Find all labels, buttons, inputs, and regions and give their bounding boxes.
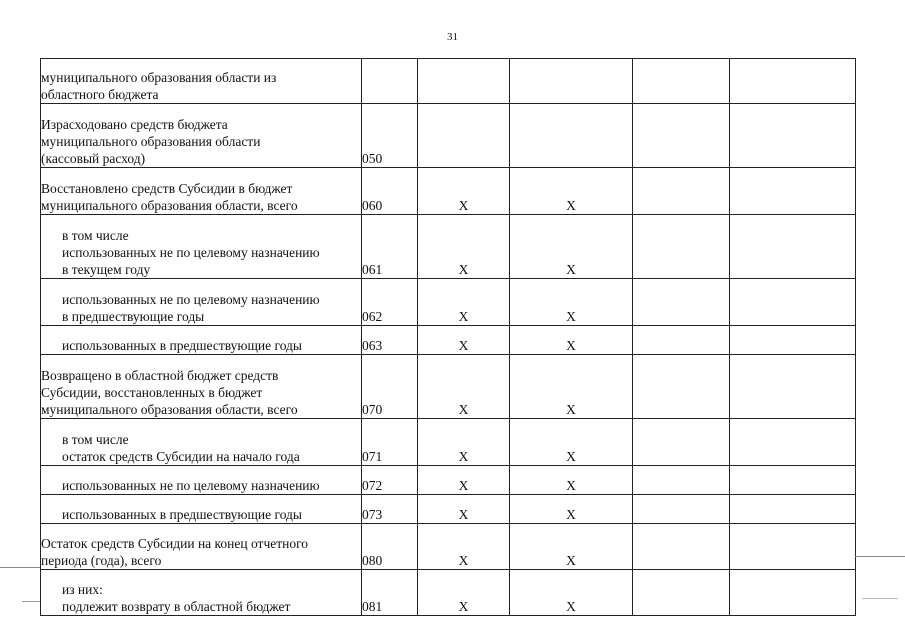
table-row bbox=[41, 355, 856, 419]
value-cell: X bbox=[418, 466, 510, 495]
empty-cell bbox=[730, 104, 856, 168]
row-name-line: в предшествующие годы bbox=[62, 309, 205, 324]
row-name-cell bbox=[41, 326, 362, 355]
value-cell bbox=[418, 59, 510, 104]
value-cell: X bbox=[418, 495, 510, 524]
empty-cell bbox=[633, 355, 730, 419]
row-name-cell bbox=[41, 168, 362, 215]
table-row bbox=[41, 279, 856, 326]
row-code-cell: 060 bbox=[362, 168, 418, 215]
empty-cell bbox=[730, 215, 856, 279]
value-cell: X bbox=[418, 524, 510, 570]
row-name-line: периода (года), всего bbox=[41, 553, 162, 568]
empty-cell bbox=[633, 466, 730, 495]
empty-cell bbox=[730, 419, 856, 466]
row-code-cell: 080 bbox=[362, 524, 418, 570]
value-cell: X bbox=[510, 419, 633, 466]
value-cell: X bbox=[418, 168, 510, 215]
row-name-line: использованных не по целевому назначению bbox=[62, 478, 320, 493]
value-cell: X bbox=[418, 355, 510, 419]
row-code-cell bbox=[362, 59, 418, 104]
row-name-line: в том числе bbox=[62, 432, 129, 447]
row-name-cell bbox=[41, 524, 362, 570]
row-name-line: муниципального образования области из bbox=[41, 70, 277, 85]
row-code-cell: 081 bbox=[362, 570, 418, 616]
row-name-line: использованных не по целевому назначению bbox=[62, 245, 320, 260]
scan-artifact-line bbox=[855, 556, 905, 557]
value-cell: X bbox=[510, 326, 633, 355]
value-cell: X bbox=[418, 570, 510, 616]
row-name-line: Израсходовано средств бюджета bbox=[41, 117, 228, 132]
row-name-line: Восстановлено средств Субсидии в бюджет bbox=[41, 181, 293, 196]
row-name-line: из них: bbox=[62, 582, 103, 597]
value-cell bbox=[418, 104, 510, 168]
row-name-cell bbox=[41, 279, 362, 326]
row-name-line: использованных не по целевому назначению bbox=[62, 292, 320, 307]
empty-cell bbox=[730, 168, 856, 215]
row-code-cell: 063 bbox=[362, 326, 418, 355]
row-name-line: муниципального образования области, всего bbox=[41, 402, 298, 417]
empty-cell bbox=[633, 326, 730, 355]
value-cell bbox=[510, 104, 633, 168]
empty-cell bbox=[730, 570, 856, 616]
report-table bbox=[40, 58, 856, 616]
row-name-line: Остаток средств Субсидии на конец отчетного bbox=[41, 536, 309, 551]
empty-cell bbox=[730, 466, 856, 495]
row-code-cell: 071 bbox=[362, 419, 418, 466]
empty-cell bbox=[633, 215, 730, 279]
row-name-cell bbox=[41, 495, 362, 524]
row-name-cell bbox=[41, 570, 362, 616]
empty-cell bbox=[633, 419, 730, 466]
row-name-line: Возвращено в областной бюджет средств bbox=[41, 368, 279, 383]
empty-cell bbox=[730, 495, 856, 524]
row-name-line: использованных в предшествующие годы bbox=[62, 507, 303, 522]
value-cell: X bbox=[510, 524, 633, 570]
row-name-line: Субсидии, восстановленных в бюджет bbox=[41, 385, 263, 400]
scan-artifact-line bbox=[22, 601, 40, 602]
empty-cell bbox=[633, 279, 730, 326]
table-row bbox=[41, 59, 856, 104]
empty-cell bbox=[633, 59, 730, 104]
value-cell: X bbox=[418, 326, 510, 355]
table-row bbox=[41, 104, 856, 168]
row-name-line: в текущем году bbox=[62, 262, 151, 277]
table-row bbox=[41, 168, 856, 215]
table-row bbox=[41, 466, 856, 495]
row-code-cell: 062 bbox=[362, 279, 418, 326]
row-name-line: использованных в предшествующие годы bbox=[62, 338, 303, 353]
empty-cell bbox=[730, 355, 856, 419]
row-code-cell: 050 bbox=[362, 104, 418, 168]
row-name-line: подлежит возврату в областной бюджет bbox=[62, 599, 291, 614]
empty-cell bbox=[633, 570, 730, 616]
empty-cell bbox=[730, 279, 856, 326]
row-name-line: муниципального образования области bbox=[41, 134, 261, 149]
scan-artifact-line bbox=[862, 598, 898, 599]
row-name-cell bbox=[41, 215, 362, 279]
value-cell bbox=[510, 59, 633, 104]
empty-cell bbox=[730, 59, 856, 104]
row-code-cell: 073 bbox=[362, 495, 418, 524]
empty-cell bbox=[633, 104, 730, 168]
row-name-cell bbox=[41, 466, 362, 495]
row-name-cell bbox=[41, 59, 362, 104]
row-name-line: областного бюджета bbox=[41, 87, 159, 102]
table-row bbox=[41, 524, 856, 570]
empty-cell bbox=[633, 168, 730, 215]
value-cell: X bbox=[510, 168, 633, 215]
table-row bbox=[41, 570, 856, 616]
table-row bbox=[41, 326, 856, 355]
page-number: 31 bbox=[447, 31, 458, 43]
table-row bbox=[41, 419, 856, 466]
empty-cell bbox=[730, 326, 856, 355]
value-cell: X bbox=[510, 279, 633, 326]
value-cell: X bbox=[418, 279, 510, 326]
value-cell: X bbox=[510, 215, 633, 279]
empty-cell bbox=[730, 524, 856, 570]
row-code-cell: 072 bbox=[362, 466, 418, 495]
row-name-cell bbox=[41, 104, 362, 168]
row-name-line: (кассовый расход) bbox=[41, 151, 146, 166]
value-cell: X bbox=[418, 215, 510, 279]
table-row bbox=[41, 495, 856, 524]
row-name-line: остаток средств Субсидии на начало года bbox=[62, 449, 300, 464]
value-cell: X bbox=[418, 419, 510, 466]
row-name-cell bbox=[41, 355, 362, 419]
table-row bbox=[41, 215, 856, 279]
value-cell: X bbox=[510, 495, 633, 524]
row-code-cell: 061 bbox=[362, 215, 418, 279]
value-cell: X bbox=[510, 466, 633, 495]
empty-cell bbox=[633, 495, 730, 524]
scan-artifact-line bbox=[0, 567, 40, 568]
row-name-line: муниципального образования области, всего bbox=[41, 198, 298, 213]
value-cell: X bbox=[510, 570, 633, 616]
empty-cell bbox=[633, 524, 730, 570]
row-code-cell: 070 bbox=[362, 355, 418, 419]
row-name-cell bbox=[41, 419, 362, 466]
value-cell: X bbox=[510, 355, 633, 419]
row-name-line: в том числе bbox=[62, 228, 129, 243]
